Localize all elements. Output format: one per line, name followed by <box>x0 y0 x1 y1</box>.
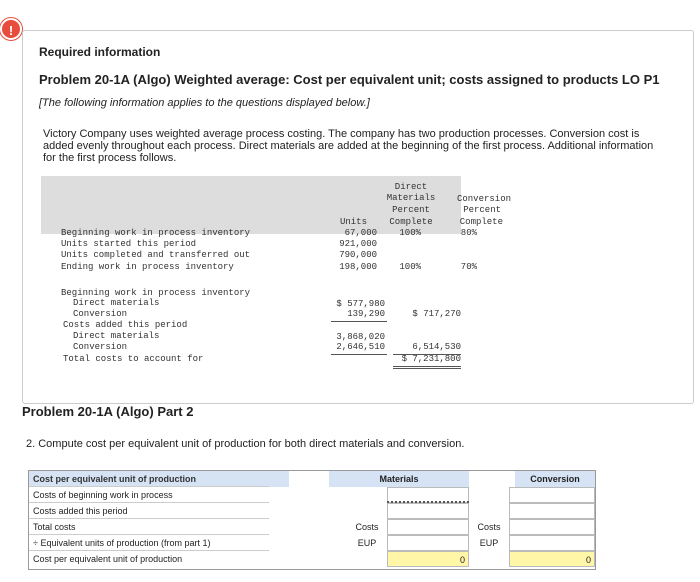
cost-beg-dm-label: Direct materials <box>73 298 160 308</box>
cost-added-dm-label: Direct materials <box>73 331 160 341</box>
conversion-beg-input[interactable] <box>509 487 595 503</box>
cost-beg-dm-value: $ 577,980 <box>336 299 385 309</box>
cost-added-conv-label: Conversion <box>73 342 128 352</box>
cost-beg-conv-label: Conversion <box>73 309 128 319</box>
col-dm-header-3: Percent <box>392 205 430 215</box>
part2-title: Problem 20-1A (Algo) Part 2 <box>22 404 194 419</box>
units-row-value: 67,000 <box>344 228 377 238</box>
eup-label: EUP <box>479 538 499 548</box>
process-data-table <box>41 176 511 371</box>
col-dm-header-2: Materials <box>386 193 436 203</box>
total-costs-label: Total costs to account for <box>63 354 204 364</box>
units-row-dm: 100% <box>399 262 421 272</box>
answer-row-label: Costs of beginning work in process <box>29 487 269 503</box>
underline <box>331 321 387 322</box>
col-conv-header-3: Complete <box>459 217 503 227</box>
required-info-heading: Required information <box>39 45 161 59</box>
cost-beg-label: Beginning work in process inventory <box>61 288 251 298</box>
double-underline <box>393 366 461 367</box>
cost-added-conv-value: 2,646,510 <box>336 342 385 352</box>
double-underline <box>393 368 461 369</box>
conversion-total-input[interactable] <box>509 519 595 535</box>
eup-label: EUP <box>357 538 377 548</box>
units-row-dm: 100% <box>399 228 421 238</box>
header-spacer <box>269 471 289 487</box>
problem-title: Problem 20-1A (Algo) Weighted average: Cost per equivalent unit; costs assigned to products LO P1 <box>39 72 660 87</box>
required-information-panel <box>22 30 694 404</box>
total-costs-value: $ 7,231,800 <box>401 354 461 364</box>
units-row-label: Units completed and transferred out <box>61 250 251 260</box>
col-conv-header-1: Conversion <box>456 194 511 204</box>
conversion-eup-input[interactable] <box>509 535 595 551</box>
conversion-added-input[interactable] <box>509 503 595 519</box>
col-materials-header: Materials <box>329 471 469 487</box>
part2-instruction: 2. Compute cost per equivalent unit of production for both direct materials and conversion. <box>26 438 465 450</box>
alert-icon: ! <box>0 18 22 40</box>
answer-row-label: ÷ Equivalent units of production (from part 1) <box>29 535 269 551</box>
units-row-label: Units started this period <box>61 239 197 249</box>
cost-added-label: Costs added this period <box>63 320 188 330</box>
answer-row-label: Cost per equivalent unit of production <box>33 554 183 564</box>
materials-eup-input[interactable] <box>387 535 469 551</box>
answer-row-header: Cost per equivalent unit of production <box>29 471 269 487</box>
col-dm-header-1: Direct <box>394 182 428 192</box>
answer-table <box>28 470 596 570</box>
applies-note: [The following information applies to the questions displayed below.] <box>39 97 370 109</box>
col-conversion-header: Conversion <box>515 471 595 487</box>
costs-label: Costs <box>477 522 501 532</box>
problem-description: Victory Company uses weighted average process costing. The company has two production processes. Conversion cost is added evenly throughout each process. Direct materials are added at the beginning of the first process. Additional information for the first process follows. <box>43 128 654 164</box>
col-conv-header-2: Percent <box>463 205 501 215</box>
answer-row-label: Costs added this period <box>29 503 269 519</box>
materials-added-input[interactable] <box>387 503 469 519</box>
units-row-label: Beginning work in process inventory <box>61 228 251 238</box>
units-row-conv: 80% <box>460 228 477 238</box>
cost-added-total: 6,514,530 <box>412 342 461 352</box>
units-row-value: 921,000 <box>339 239 377 249</box>
dotted-line <box>387 501 469 503</box>
units-row-value: 198,000 <box>339 262 377 272</box>
cost-added-dm-value: 3,868,020 <box>336 332 385 342</box>
col-dm-header-4: Complete <box>389 217 433 227</box>
col-units-header: Units <box>339 217 367 227</box>
cost-beg-conv-value: 139,290 <box>347 309 385 319</box>
underline <box>331 354 387 355</box>
cost-beg-total: $ 717,270 <box>412 309 461 319</box>
costs-label: Costs <box>355 522 379 532</box>
units-row-value: 790,000 <box>339 250 377 260</box>
materials-total-input[interactable] <box>387 519 469 535</box>
units-row-conv: 70% <box>460 262 477 272</box>
answer-row-label: Total costs <box>29 519 269 535</box>
materials-result: 0 <box>387 551 469 567</box>
conversion-result: 0 <box>509 551 595 567</box>
units-row-label: Ending work in process inventory <box>61 262 234 272</box>
